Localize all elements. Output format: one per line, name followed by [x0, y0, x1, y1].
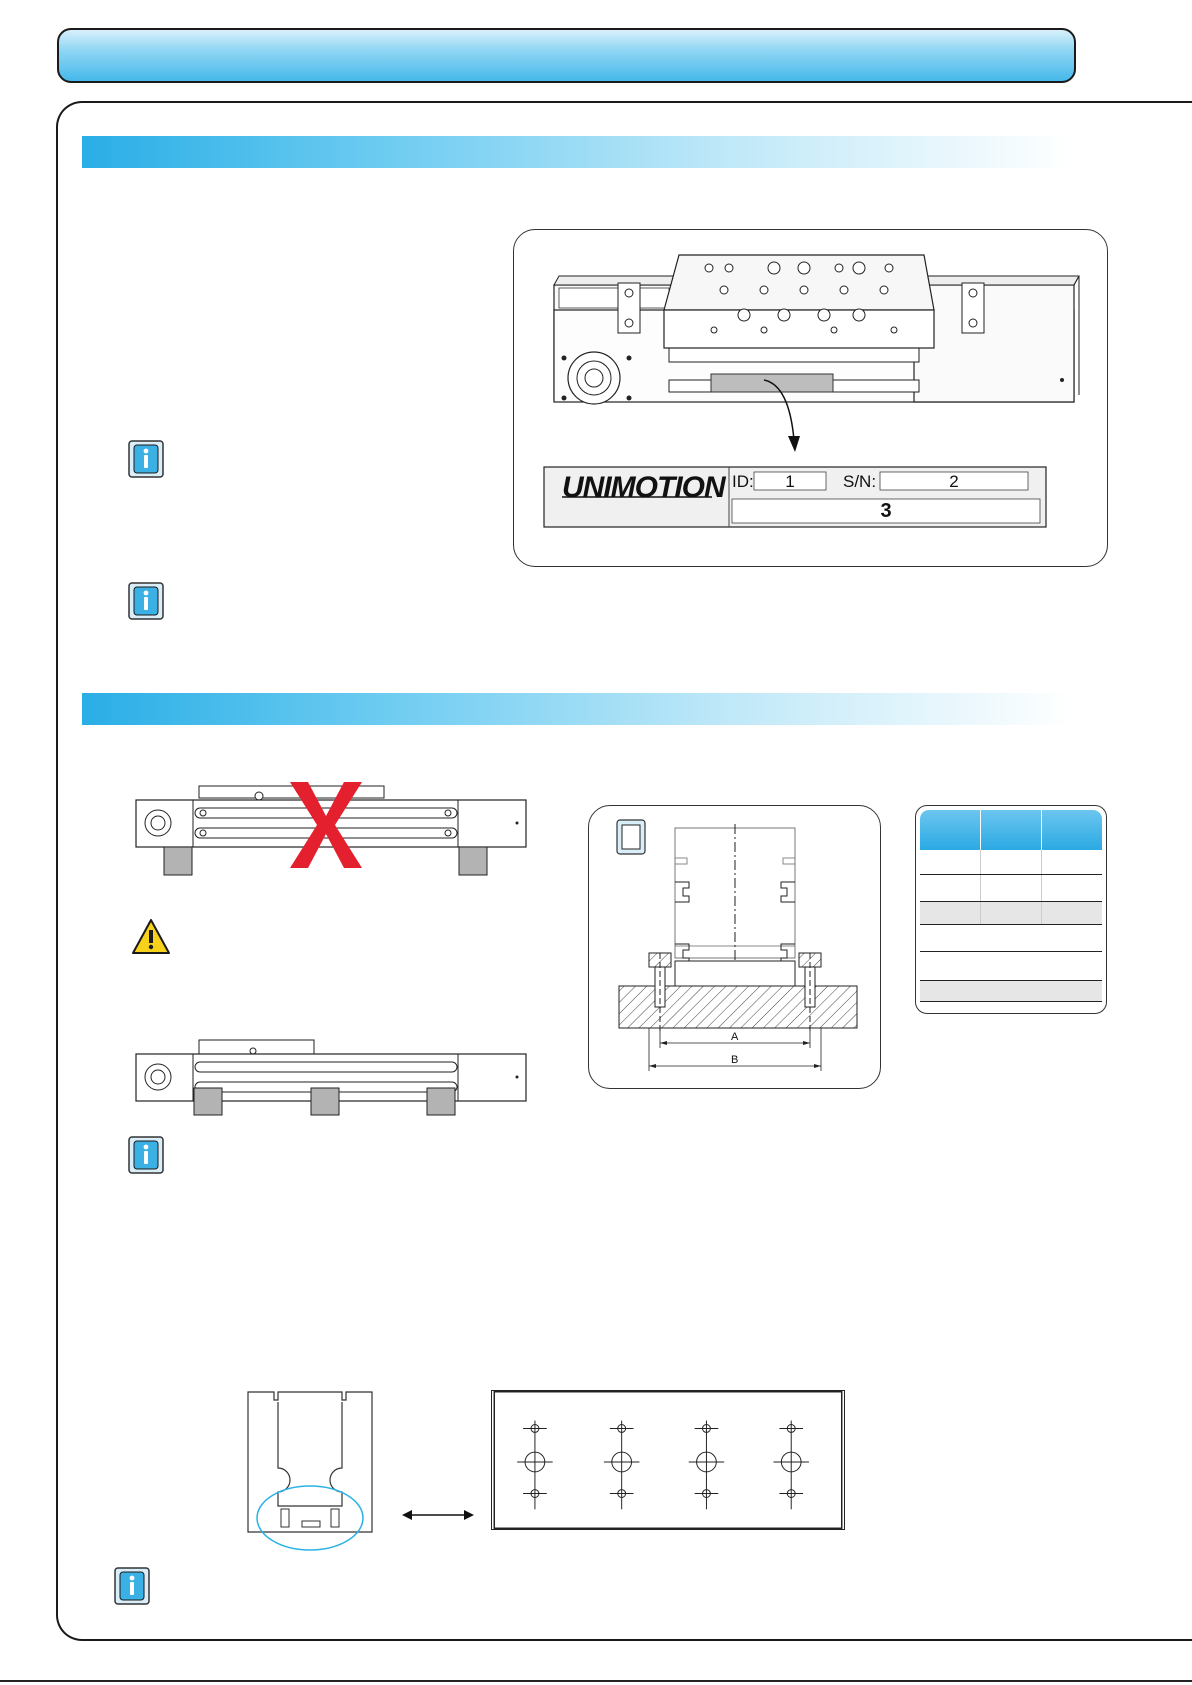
info-icon [114, 1567, 150, 1605]
hole-pattern-drawing [491, 1390, 845, 1530]
info-icon [128, 440, 164, 478]
dimension-b-label: B [731, 1054, 739, 1066]
section-header-identification [82, 136, 1072, 168]
section-header-mounting [82, 693, 1072, 725]
dimension-a-label: A [731, 1031, 739, 1043]
brand-logo-text: UNIMOTION [562, 471, 725, 504]
page-bottom-rule [0, 1680, 1192, 1682]
table-row [920, 902, 1102, 925]
page-title-bar [57, 28, 1076, 83]
table-row [920, 925, 1102, 952]
table-row [920, 850, 1102, 875]
description-value: 3 [880, 500, 892, 522]
info-icon [128, 1136, 164, 1174]
id-value: 1 [785, 472, 795, 491]
double-arrow-icon [400, 1505, 476, 1525]
product-label-panel [513, 229, 1108, 567]
sn-value: 2 [949, 472, 959, 491]
spec-table-header [920, 810, 1102, 850]
info-icon [128, 582, 164, 620]
id-label: ID: [732, 472, 754, 491]
profile-end-view-drawing [244, 1388, 394, 1552]
warning-icon [131, 918, 171, 955]
table-row [920, 981, 1102, 1002]
table-row [920, 875, 1102, 902]
spec-table [915, 805, 1107, 1014]
red-x-icon [288, 780, 364, 870]
table-row [920, 952, 1102, 981]
correct-mounting-drawing [133, 1038, 528, 1116]
mounting-section-panel [588, 805, 881, 1089]
sn-label: S/N: [843, 472, 877, 491]
